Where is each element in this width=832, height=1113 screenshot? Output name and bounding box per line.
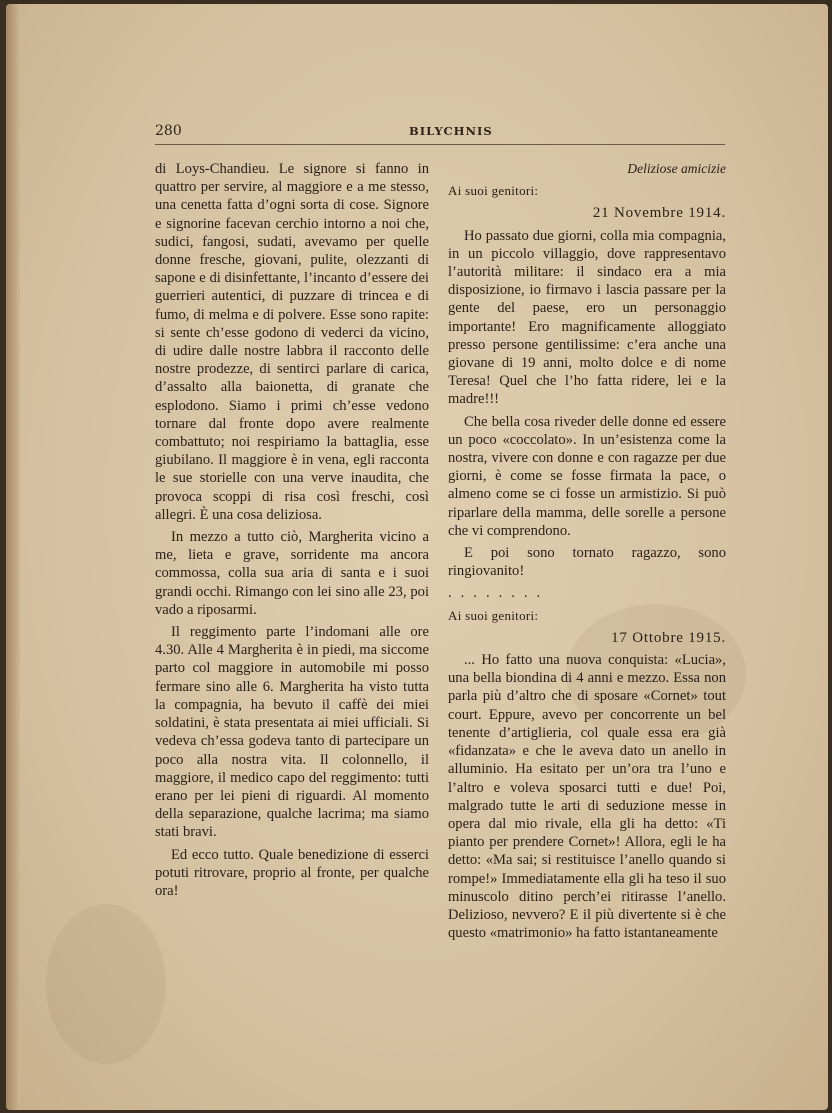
page-number: 280 (155, 123, 182, 139)
section-title: Deliziose amicizie (627, 161, 726, 176)
page-header (155, 120, 725, 145)
right-column (448, 160, 726, 946)
page-spine-shadow (6, 4, 20, 1110)
letter-date: 17 Ottobre 1915. (611, 629, 726, 646)
paragraph: ... Ho fatto una nuova conquista: «Lucia», una bella biondina di 4 anni e mezzo. Essa non parla più d’altro che di sposare «Cornet» tout court. Eppure, avevo per concorrente un bel tenente d’artiglieria, col quale essa era già «fidanzata» e che le aveva dato un anello in alluminio. Ha esitato per un’ora tra l’uno e l’altro e voleva sposarci tutti e due! Poi, malgrado tutte le arti di seduzione messe in opera dal mio rivale, ella gli ha detto: «Ti pianto per prendere Cornet»! Allora, egli le ha detto: «Ma sai; si restituisce l’anello quando si rompe!» Immediatamente ella gli ha teso il suo minuscolo ditino perch’ei ritirasse l’anello. Delizioso, nevvero? E il più divertente si è che questo «matrimonio» ha fatto istantaneamente (448, 652, 726, 942)
letter-date: 21 Novembre 1914. (592, 205, 726, 222)
letter-addressee: Ai suoi genitori: (448, 607, 539, 623)
paper-stain (46, 904, 166, 1064)
paragraph: Ho passato due giorni, colla mia compagnia, in un piccolo villaggio, dove rappresentavo l’autorità militare: il sindaco era a mia disposizione, io firmavo i lascia passare per la gente del paese, ero un personaggio importante! Ero magnificamente alloggiato presso persone gentilissime: c’era anche una giovane di 19 anni, molto dolce e di nome Teresa! Quel che l’ho fatta ridere, lei e la madre!!! (448, 227, 726, 408)
paragraph: Ed ecco tutto. Quale benedizione di esserci potuti ritrovare, proprio al fronte, per qualche ora! (155, 846, 429, 899)
section-separator: ........ (448, 585, 550, 602)
letter-addressee: Ai suoi genitori: (448, 183, 539, 199)
left-column (155, 160, 429, 904)
paragraph: Che bella cosa riveder delle donne ed essere un poco «coccolato». In un’esistenza come la nostra, vivere con donne e con ragazze per due giorni, è come se fosse firmata la pace, o almeno come se ci fosse un armistizio. Si può riparlare della mamma, delle sorelle a persone che vi comprendono. (448, 413, 726, 539)
paragraph: Il reggimento parte l’indomani alle ore 4.30. Alle 4 Margherita è in piedi, ma siccome parto col maggiore in automobile mi posso fermare sino alle 6. Margherita ha visto tutta la compagnia, ha bevuto il caffè dei miei soldatini, è stata presentata ai miei ufficiali. Si vedeva ch’essa godeva tanto di partecipare un poco alla nostra vita. Il colonnello, il maggiore, il medico capo del reggimento: tutti erano per lei pieni di riguardi. Al momento della separazione, qualche lacrima; ma siamo stati bravi. (155, 624, 429, 841)
paragraph: In mezzo a tutto ciò, Margherita vicino a me, lieta e grave, sorridente ma ancora commossa, colla sua aria di santa e i suoi grandi occhi. Rimango con lei sino alle 23, poi vado a riposarmi. (155, 529, 429, 618)
paragraph: di Loys-Chandieu. Le signore si fanno in quattro per servire, al maggiore e a me stesso, una cenetta fatta d’ogni sorta di cose. Signore e signorine facevan cerchio intorno a noi che, sudici, fangosi, sudati, avevamo per quelle donne fresche, giovani, pulite, olezzanti di sapone e di disinfettante, l’incanto d’essere dei guerrieri autentici, di puzzare di trincea e di fumo, di melma e di polvere. Esse sono rapite: si sente ch’esse godono di vederci da vicino, di udire dalle nostre labbra il racconto delle nostre prodezze, di sentirci parlare di carica, d’assalto alla baionetta, di granate che esplodono. Siamo i primi ch’esse vedono tornare dal fronte dopo avere realmente combattuto; noi respiriamo la battaglia, esse giubilano. Il maggiore è in vena, egli racconta le sue storielle con una verve inaudita, che provoca scoppi di risa così freschi, così allegri. È una cosa deliziosa. (155, 161, 429, 523)
paragraph: E poi sono tornato ragazzo, sono ringiovanito! (448, 545, 726, 580)
running-title: BILYCHNIS (409, 124, 493, 138)
